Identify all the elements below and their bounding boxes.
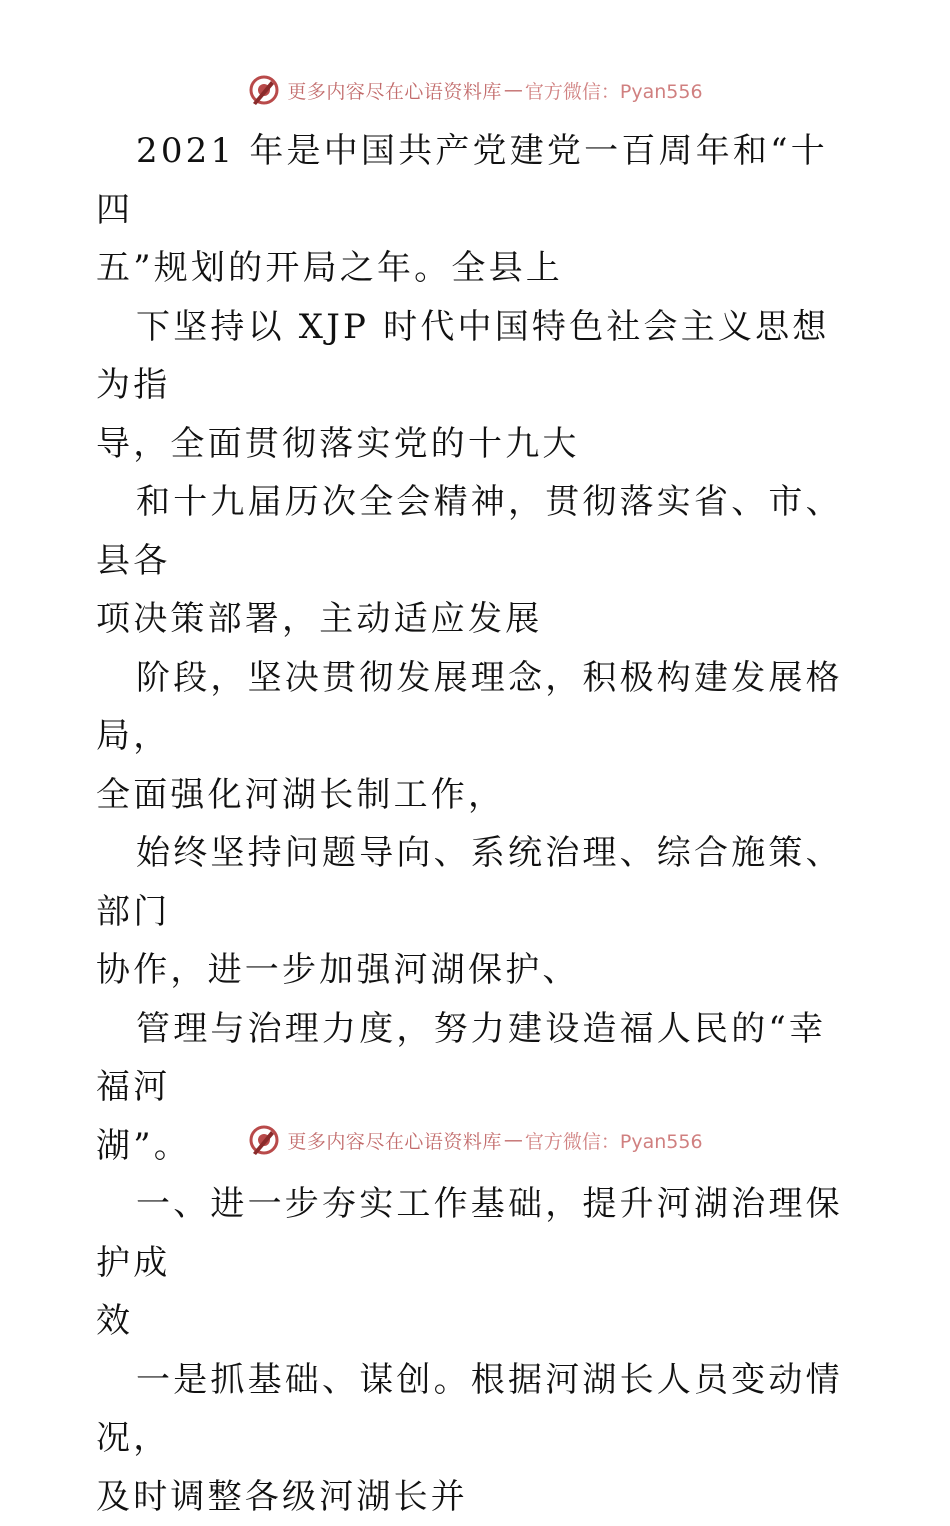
document-body — [96, 122, 856, 1526]
paragraph-line: 协作，进一步加强河湖保护、 — [56, 941, 856, 1000]
watermark-text: 更多内容尽在心语资料库 — [287, 77, 502, 104]
pen-logo-icon — [247, 73, 281, 107]
paragraph-line: 湖”。 — [56, 1117, 856, 1176]
watermark-dash: — — [504, 1129, 523, 1151]
pen-logo-icon — [247, 1123, 281, 1157]
paragraph-line: 下坚持以 XJP 时代中国特色社会主义思想为指 — [96, 298, 856, 415]
paragraph-5 — [96, 824, 856, 1000]
section-heading-1 — [96, 1175, 856, 1351]
header-watermark — [0, 70, 950, 110]
watermark-dash: — — [504, 79, 523, 101]
watermark-wechat: 官方微信：Pyan556 — [525, 77, 703, 104]
paragraph-line: 及时调整各级河湖长并 — [56, 1468, 856, 1526]
watermark-wechat: 官方微信：Pyan556 — [525, 1127, 703, 1154]
paragraph-7 — [96, 1351, 856, 1526]
paragraph-line: 和十九届历次全会精神，贯彻落实省、市、县各 — [96, 473, 856, 590]
paragraph-line: 管理与治理力度，努力建设造福人民的“幸福河 — [96, 1000, 856, 1117]
footer-watermark — [0, 1120, 950, 1160]
paragraph-line: 始终坚持问题导向、系统治理、综合施策、部门 — [96, 824, 856, 941]
paragraph-line: 全面强化河湖长制工作， — [56, 766, 856, 825]
paragraph-2 — [96, 298, 856, 474]
watermark-text: 更多内容尽在心语资料库 — [287, 1127, 502, 1154]
paragraph-line: 2021 年是中国共产党建党一百周年和“十四 — [96, 122, 856, 239]
paragraph-line: 一是抓基础、谋创。根据河湖长人员变动情况， — [96, 1351, 856, 1468]
paragraph-line: 项决策部署，主动适应发展 — [56, 590, 856, 649]
paragraph-line: 五”规划的开局之年。全县上 — [56, 239, 856, 298]
paragraph-1 — [96, 122, 856, 298]
paragraph-line: 导，全面贯彻落实党的十九大 — [56, 415, 856, 474]
paragraph-line: 效 — [56, 1292, 856, 1351]
paragraph-line: 一、进一步夯实工作基础，提升河湖治理保护成 — [96, 1175, 856, 1292]
paragraph-line: 阶段，坚决贯彻发展理念，积极构建发展格局， — [96, 649, 856, 766]
paragraph-4 — [96, 649, 856, 825]
paragraph-3 — [96, 473, 856, 649]
